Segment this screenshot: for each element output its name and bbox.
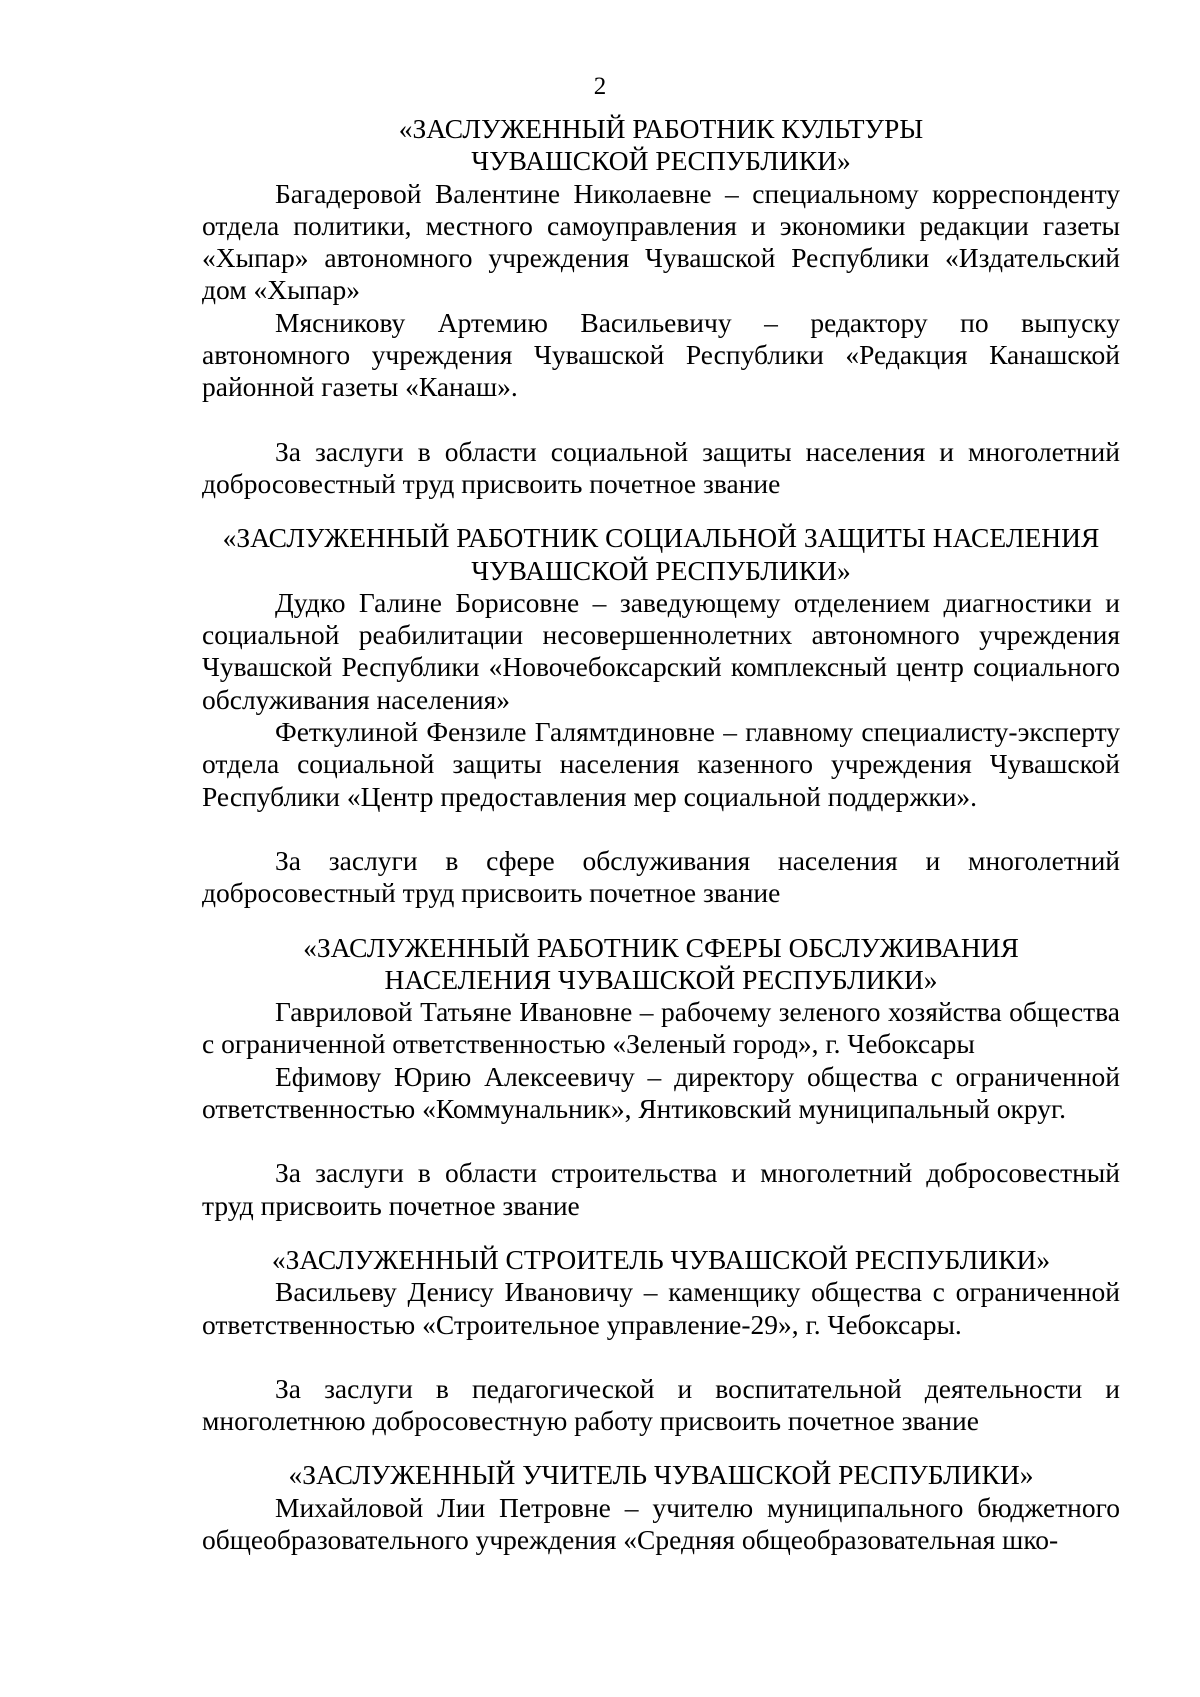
award-title-line: ЧУВАШСКОЙ РЕСПУБЛИКИ» — [471, 145, 851, 177]
award-title-line: «ЗАСЛУЖЕННЫЙ РАБОТНИК СФЕРЫ ОБСЛУЖИВАНИЯ — [303, 931, 1019, 963]
award-title-line: «ЗАСЛУЖЕННЫЙ УЧИТЕЛЬ ЧУВАШСКОЙ РЕСПУБЛИКИ» — [288, 1459, 1034, 1491]
awardee-paragraph: Багадеровой Валентине Николаевне – специальному корреспонденту отдела политики, местного самоуправления и экономики редакции газеты «Хыпар» автономного учреждения Чувашской Республики «Издательский дом «Хыпар» — [202, 177, 1120, 306]
awardee-paragraph: Мясникову Артемию Васильевичу – редактору по выпуску автономного учреждения Чувашской Республики «Редакция Канашской районной газеты «Канаш». — [202, 306, 1120, 403]
awardee-paragraph: Ефимову Юрию Алексеевичу – директору общества с ограниченной ответственностью «Коммунальник», Янтиковский муниципальный округ. — [202, 1060, 1120, 1125]
award-title — [202, 522, 1120, 587]
awardee-paragraph: Михайловой Лии Петровне – учителю муниципального бюджетного общеобразовательного учреждения «Средняя общеобразовательная шко- — [202, 1491, 1120, 1555]
award-title-line: ЧУВАШСКОЙ РЕСПУБЛИКИ» — [471, 554, 851, 586]
award-intro: За заслуги в области социальной защиты населения и многолетний добросовестный труд присвоить почетное звание — [202, 435, 1120, 499]
award-title — [202, 113, 1120, 178]
award-title-line: «ЗАСЛУЖЕННЫЙ СТРОИТЕЛЬ ЧУВАШСКОЙ РЕСПУБЛИКИ» — [271, 1243, 1051, 1275]
award-title — [202, 1244, 1120, 1276]
awardee-paragraph: Феткулиной Фензиле Галямтдиновне – главному специалисту-эксперту отдела социальной защиты населения казенного учреждения Чувашской Республики «Центр предоставления мер социальной поддержки». — [202, 716, 1120, 812]
awardee-paragraph: Дудко Галине Борисовне – заведующему отделением диагностики и социальной реабилитации несовершеннолетних автономного учреждения Чувашской Республики «Новочебоксарский комплексный центр социального обслуживания населения» — [202, 586, 1120, 715]
award-title-line: «ЗАСЛУЖЕННЫЙ РАБОТНИК КУЛЬТУРЫ — [398, 113, 924, 144]
award-title — [202, 1459, 1120, 1491]
award-title — [202, 932, 1120, 997]
award-title-line: «ЗАСЛУЖЕННЫЙ РАБОТНИК СОЦИАЛЬНОЙ ЗАЩИТЫ НАСЕЛЕНИЯ — [222, 522, 1100, 554]
page-number: 2 — [593, 73, 607, 100]
award-intro: За заслуги в педагогической и воспитательной деятельности и многолетнюю добросовестную работу присвоить почетное звание — [202, 1372, 1120, 1437]
awardee-paragraph: Гавриловой Татьяне Ивановне – рабочему зеленого хозяйства общества с ограниченной ответственностью «Зеленый город», г. Чебоксары — [202, 996, 1120, 1060]
award-intro: За заслуги в области строительства и многолетний добросовестный труд присвоить почетное звание — [202, 1157, 1120, 1221]
document-body — [202, 113, 1120, 1556]
award-intro: За заслуги в сфере обслуживания населения и многолетний добросовестный труд присвоить почетное звание — [202, 844, 1120, 909]
award-title-line: НАСЕЛЕНИЯ ЧУВАШСКОЙ РЕСПУБЛИКИ» — [384, 963, 938, 995]
awardee-paragraph: Васильеву Денису Ивановичу – каменщику общества с ограниченной ответственностью «Строительное управление-29», г. Чебоксары. — [202, 1276, 1120, 1340]
